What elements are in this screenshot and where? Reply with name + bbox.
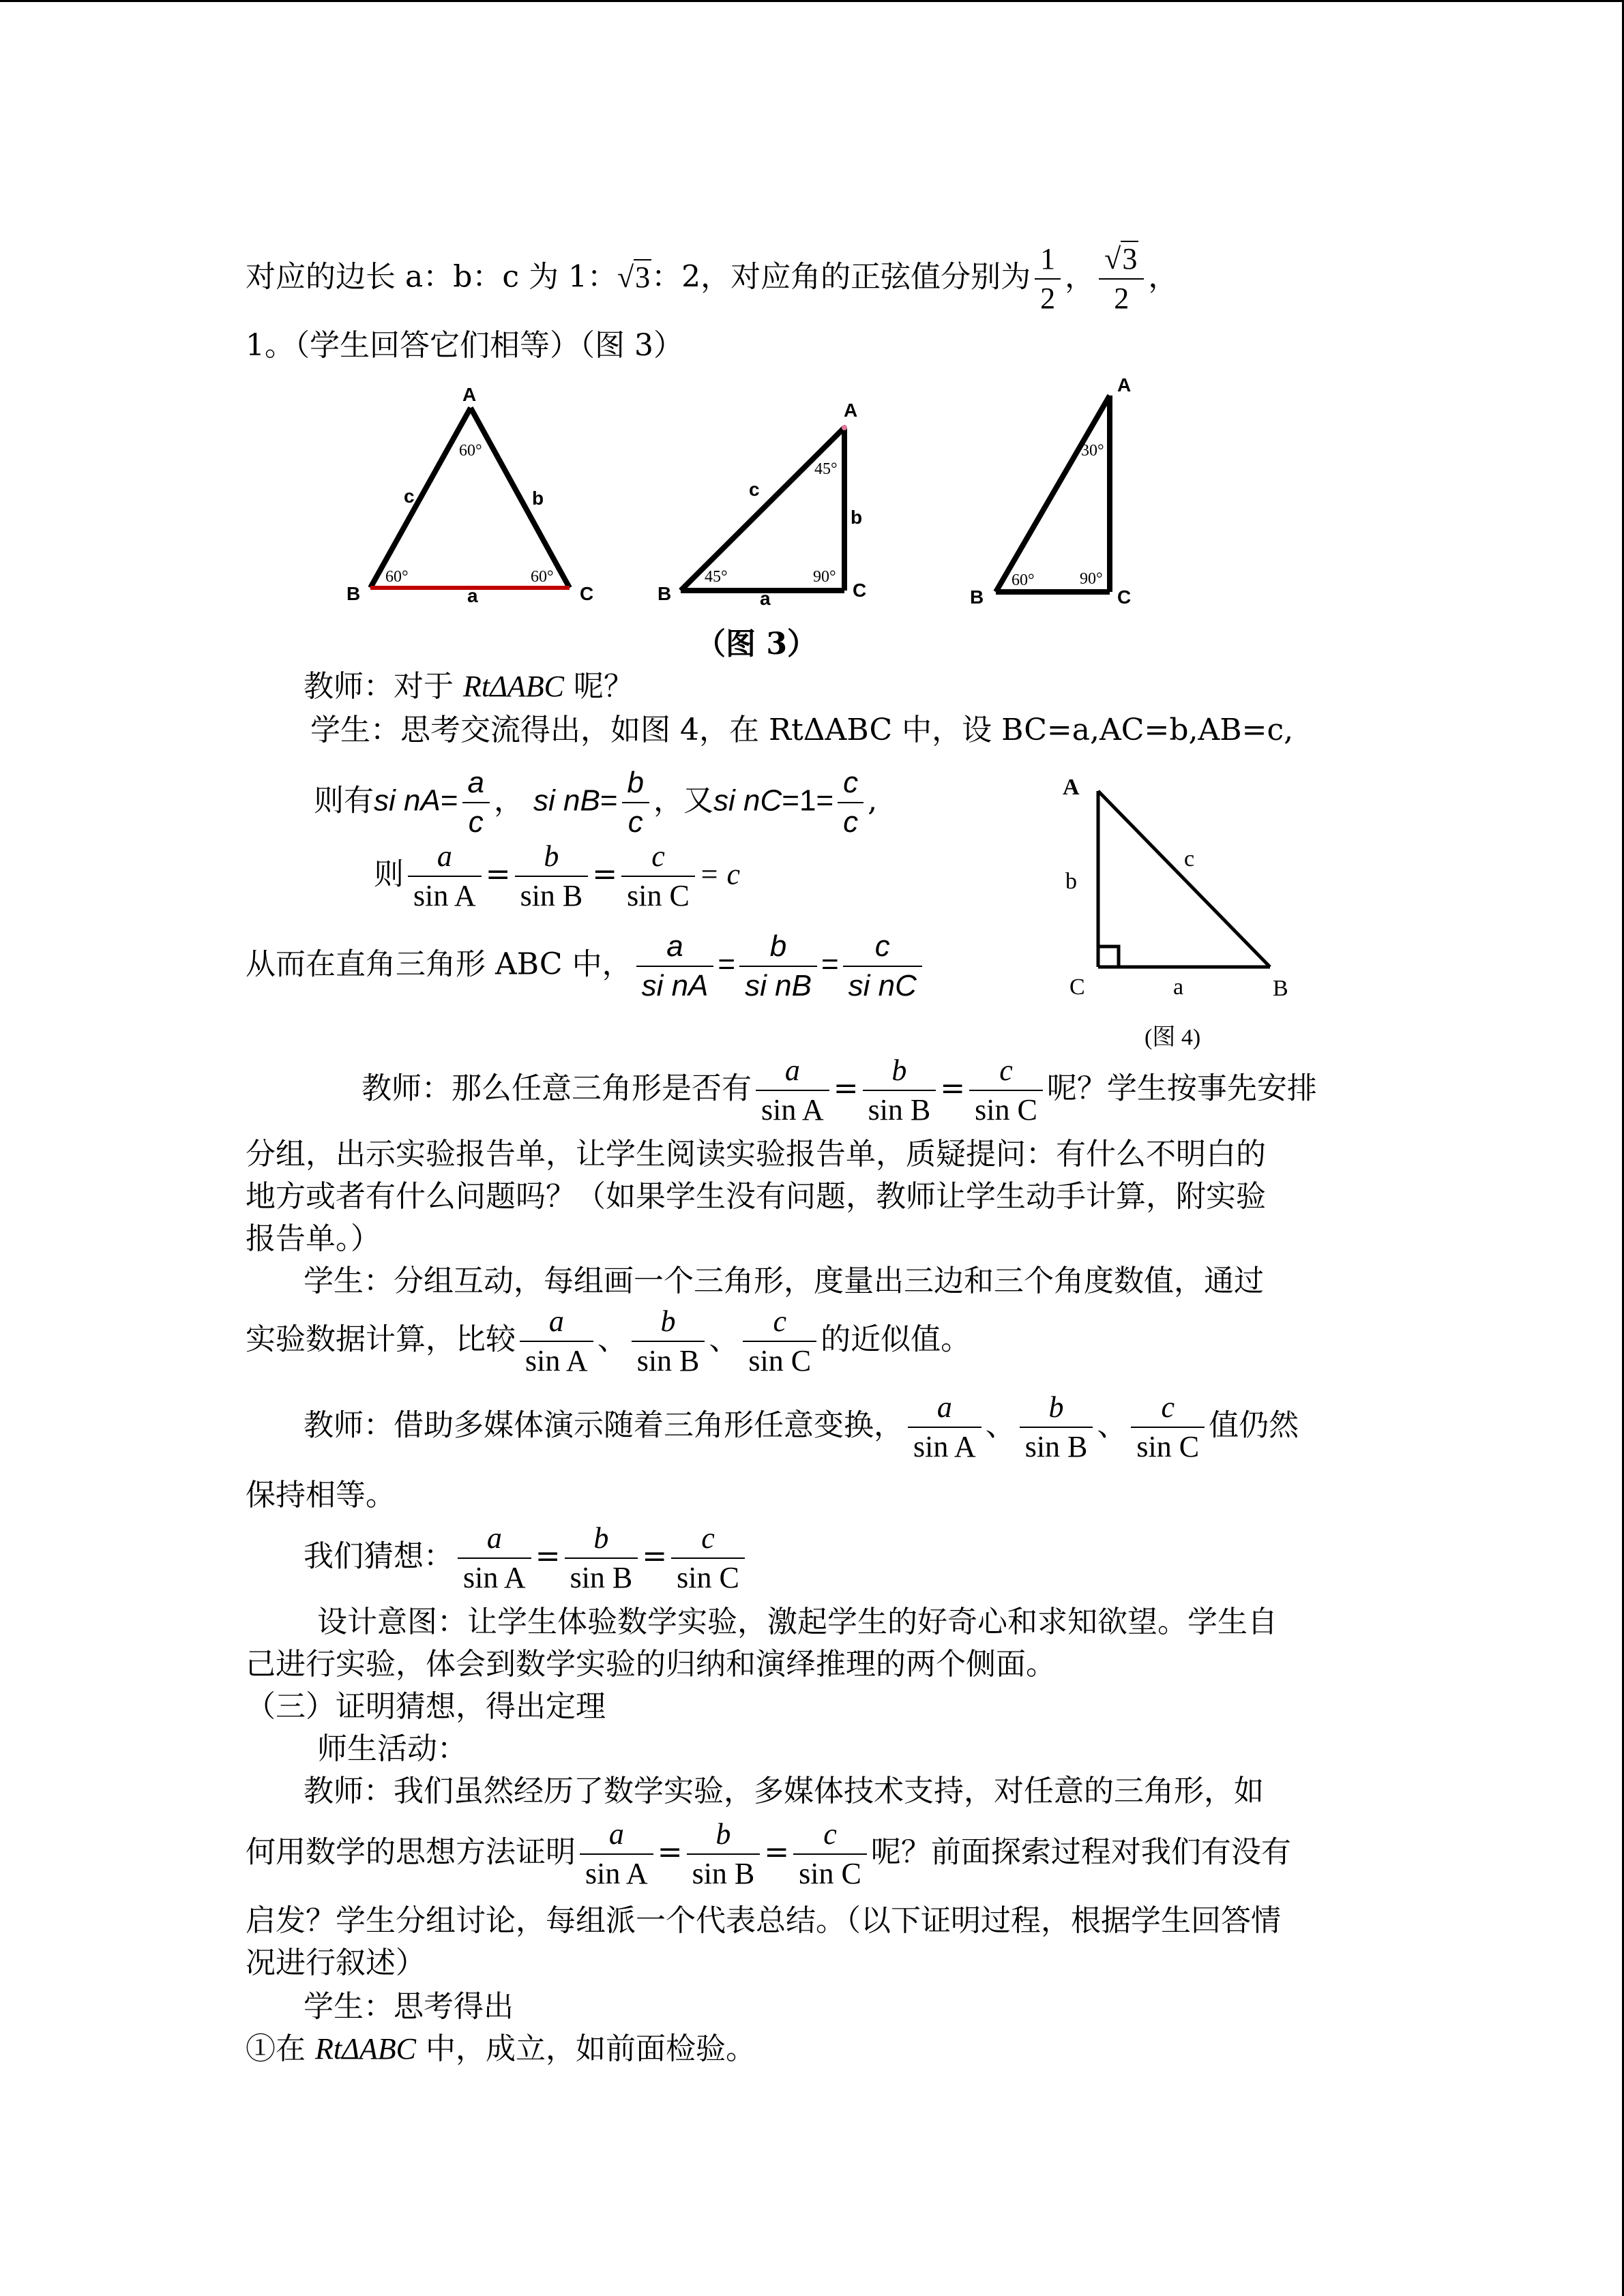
svg-text:a: a — [760, 588, 771, 609]
svg-text:B: B — [346, 583, 361, 604]
svg-text:C: C — [580, 583, 594, 604]
svg-text:a: a — [467, 585, 478, 606]
conjecture-line: 我们猜想： $\frac{a}{\text{sin A}}$ = $\frac{b}{\text{sin B}}$ = $\frac{c}{\text{sin C}}$ — [304, 1519, 749, 1597]
student-line-2b: 实验数据计算，比较 $\frac{a}{\text{sin A}}$ 、 $\frac{b}{\text{sin B}}$ 、 $\frac{c}{\text{sin C}}$ 的近似值。 — [246, 1302, 971, 1380]
svg-text:A: A — [1117, 375, 1132, 396]
frac-b-sinB: $\frac{b}{\text{sin B}}$ — [515, 837, 589, 915]
p2-line2: 分组，出示实验报告单，让学生阅读实验报告单，质疑提问：有什么不明白的 — [246, 1137, 1266, 1172]
svg-text:c: c — [404, 486, 415, 507]
teacher-line-4c: 启发？学生分组讨论，每组派一个代表总结。（以下证明过程，根据学生回答情 — [246, 1903, 1281, 1938]
svg-text:90°: 90° — [1080, 570, 1103, 588]
svg-text:B: B — [970, 586, 984, 608]
line-2: 1。（学生回答它们相等）（图 3） — [246, 328, 683, 363]
figure-4 — [1050, 764, 1310, 1050]
teacher-line-4: 教师：我们虽然经历了数学实验，多媒体技术支持，对任意的三角形，如 — [304, 1774, 1264, 1808]
frac-c-c: $\frac{c}{c}$ — [838, 764, 863, 841]
svg-text:45°: 45° — [814, 460, 838, 478]
frac-c-sinC: $\frac{c}{\text{sin C}}$ — [621, 837, 695, 915]
teacher-line-4d: 况进行叙述） — [246, 1945, 426, 1980]
svg-text:B: B — [1273, 976, 1288, 1001]
svg-text:c: c — [1184, 846, 1195, 871]
svg-text:90°: 90° — [813, 568, 836, 586]
teacher-line-1: 教师：对于 RtΔABC 呢？ — [304, 669, 634, 704]
figure-3 — [327, 375, 1187, 621]
line1-mid: ：2，对应角的正弦值分别为 — [651, 259, 1031, 295]
svg-text:(图 4): (图 4) — [1145, 1025, 1201, 1050]
sqrt-3: √3 — [617, 260, 651, 294]
section-3-heading: （三）证明猜想，得出定理 — [246, 1689, 606, 1724]
svg-text:60°: 60° — [459, 442, 482, 460]
fraction-half: $\frac{1}{2}$ — [1035, 240, 1061, 318]
svg-text:30°: 30° — [1081, 442, 1104, 460]
design-intent-2: 己进行实验，体会到数学实验的归纳和演绎推理的两个侧面。 — [246, 1647, 1056, 1682]
right-triangle-conclusion: 从而在直角三角形 ABC 中， $\frac{a}{\text{si nA}}$ = $\frac{b}{\text{si nB}}$ = $\frac{c}{\text{si nC}}$ — [246, 927, 926, 1005]
p2-line4: 报告单。） — [246, 1221, 381, 1256]
svg-text:60°: 60° — [531, 568, 554, 586]
student-line-1: 学生：思考交流得出，如图 4，在 RtΔABC 中，设 BC=a,AC=b,AB=c, — [310, 713, 1294, 747]
line1-text: 对应的边长 a：b：c 为 1： — [246, 259, 617, 295]
fig3-caption: （图 3） — [696, 627, 817, 661]
p2-line3: 地方或者有什么问题吗？（如果学生没有问题，教师让学生动手计算，附实验 — [246, 1179, 1266, 1214]
svg-text:60°: 60° — [385, 568, 409, 586]
svg-text:A: A — [1063, 775, 1080, 800]
student-line-3: 学生：思考得出 — [304, 1989, 514, 2024]
top-border — [0, 0, 1624, 2]
teacher-line-3: 教师：借助多媒体演示随着三角形任意变换， $\frac{a}{\text{sin A}}$ 、 $\frac{b}{\text{sin B}}$ 、 $\frac{c}{\text{sin C}}$ 值仍然 — [304, 1388, 1299, 1466]
ratio-line: 则 $\frac{a}{\text{sin A}}$ = $\frac{b}{\text{sin B}}$ = $\frac{c}{\text{sin C}}$ = c — [374, 837, 740, 915]
then-line: 则有si nA= $\frac{a}{c}$ ， si nB= $\frac{b}{c}$ ，又si nC=1= $\frac{c}{c}$ , — [314, 764, 877, 841]
svg-text:45°: 45° — [705, 568, 728, 586]
svg-text:B: B — [658, 583, 672, 604]
triangle-equilateral — [346, 384, 593, 606]
svg-text:c: c — [749, 479, 760, 500]
frac-a-sinA: $\frac{a}{\text{sin A}}$ — [408, 837, 482, 915]
proof-item-1: ①在 RtΔABC 中，成立，如前面检验。 — [246, 2031, 756, 2066]
svg-text:b: b — [532, 488, 544, 509]
teacher-line-4b: 何用数学的思想方法证明 $\frac{a}{\text{sin A}}$ = $\frac{b}{\text{sin B}}$ = $\frac{c}{\text{sin C}}$ 呢？前面探索过程对我们有没有 — [246, 1815, 1291, 1893]
design-intent-1: 设计意图：让学生体验数学实验，激起学生的好奇心和求知欲望。学生自 — [317, 1605, 1278, 1639]
fraction-sqrt3-half: $\frac{√3}{2}$ — [1099, 240, 1144, 318]
svg-text:b: b — [1065, 869, 1077, 894]
right-angle-mark — [1098, 946, 1119, 967]
triangle-45-45-90 — [658, 400, 866, 609]
svg-text:C: C — [1117, 586, 1132, 608]
svg-text:A: A — [844, 400, 858, 421]
svg-text:C: C — [853, 580, 867, 601]
svg-text:C: C — [1069, 974, 1085, 1000]
frac-b-c: $\frac{b}{c}$ — [622, 764, 649, 841]
svg-text:A: A — [462, 384, 477, 405]
frac-a-c: $\frac{a}{c}$ — [462, 764, 490, 841]
svg-text:b: b — [851, 507, 863, 528]
teacher-line-3b: 保持相等。 — [246, 1478, 396, 1512]
svg-text:a: a — [1173, 974, 1184, 1000]
line-1: 对应的边长 a：b：c 为 1：√3：2，对应角的正弦值分别为 $\frac{1}{2}$ ， $\frac{√3}{2}$ ， — [246, 240, 1178, 318]
triangle-30-60-90 — [970, 375, 1131, 608]
teacher-line-2: 教师：那么任意三角形是否有 $\frac{a}{\text{sin A}}$ = $\frac{b}{\text{sin B}}$ = $\frac{c}{\text{sin C}}$ 呢？学生按事先安排 — [361, 1052, 1317, 1129]
svg-text:60°: 60° — [1012, 571, 1035, 589]
activity-label: 师生活动： — [317, 1731, 467, 1766]
student-line-2: 学生：分组互动，每组画一个三角形，度量出三边和三个角度数值，通过 — [304, 1264, 1264, 1298]
